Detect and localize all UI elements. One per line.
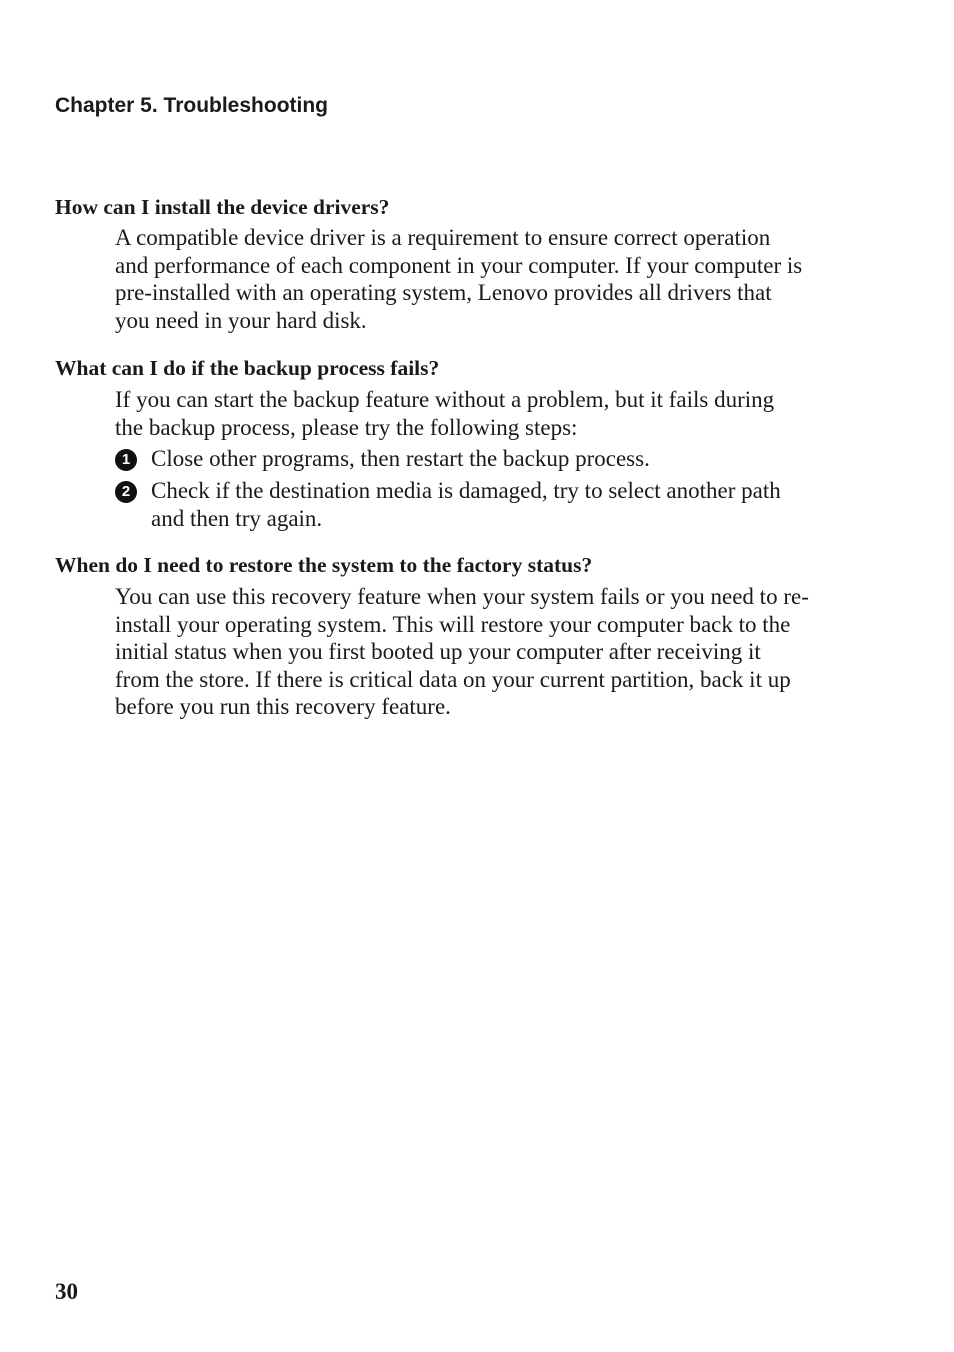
body-line: install your operating system. This will restore your computer back to the (115, 611, 791, 637)
chapter-header: Chapter 5. Troubleshooting (55, 94, 329, 117)
step-line: Check if the destination media is damaged, try to select another path (151, 478, 781, 503)
body-line: the backup process, please try the following steps: (115, 414, 578, 440)
section-body-install-drivers (115, 224, 875, 334)
body-line: you need in your hard disk. (115, 307, 367, 333)
body-line: initial status when you first booted up your computer after receiving it (115, 639, 761, 664)
body-line: pre-installed with an operating system, Lenovo provides all drivers that (115, 280, 772, 305)
step-number-badge: 2 (115, 481, 137, 503)
step-text (151, 477, 871, 532)
section-heading-backup-fails: What can I do if the backup process fails? (55, 356, 440, 380)
section-heading-install-drivers: How can I install the device drivers? (55, 195, 390, 219)
step-line: Close other programs, then restart the backup process. (151, 446, 650, 471)
body-line: If you can start the backup feature without a problem, but it fails during (115, 387, 775, 412)
body-line: and performance of each component in your computer. If your computer is (115, 252, 803, 278)
body-line: You can use this recovery feature when your system fails or you need to re- (115, 584, 809, 609)
section-heading-restore-factory: When do I need to restore the system to the factory status? (55, 553, 593, 577)
section-body-backup-fails (115, 386, 875, 441)
step-line: and then try again. (151, 505, 323, 531)
body-line: from the store. If there is critical data on your current partition, back it up (115, 666, 791, 692)
section-body-restore-factory (115, 583, 875, 721)
page-number: 30 (55, 1279, 78, 1304)
step-text (151, 445, 871, 473)
step-number-badge: 1 (115, 449, 137, 471)
body-line: before you run this recovery feature. (115, 694, 451, 719)
body-line: A compatible device driver is a requirement to ensure correct operation (115, 225, 771, 250)
